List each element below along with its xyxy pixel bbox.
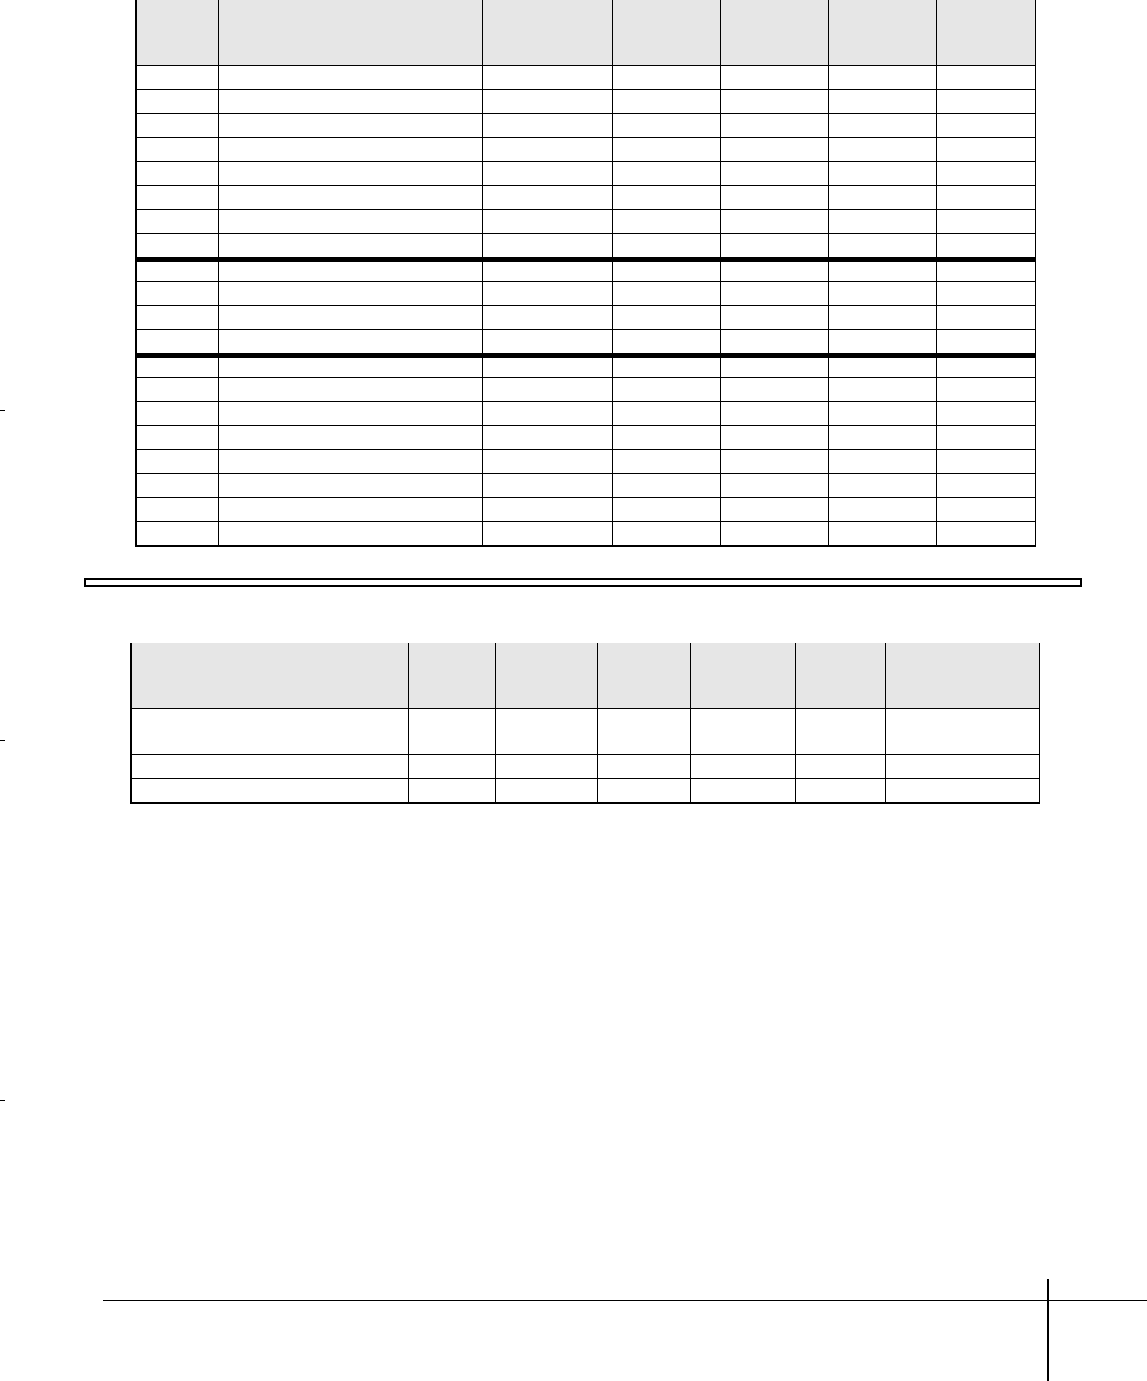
table-cell (218, 186, 482, 210)
table-cell (136, 378, 218, 402)
header-cell (408, 643, 495, 709)
table-cell (612, 402, 720, 426)
table-cell (720, 114, 828, 138)
table-cell (936, 186, 1035, 210)
table-cell (828, 260, 936, 282)
table-cell (218, 260, 482, 282)
table-cell (482, 162, 612, 186)
table-cell (828, 114, 936, 138)
table-cell (936, 522, 1035, 547)
table-cell (131, 779, 408, 804)
table-cell (720, 138, 828, 162)
table-cell (828, 306, 936, 330)
data-table-2 (130, 643, 1040, 804)
table-cell (795, 709, 885, 755)
table-cell (136, 162, 218, 186)
table-cell (720, 522, 828, 547)
table-cell (136, 90, 218, 114)
header-cell (828, 0, 936, 66)
table-header-row (131, 643, 1039, 709)
table-cell (136, 234, 218, 260)
header-cell (218, 0, 482, 66)
table-row (136, 282, 1035, 306)
table-cell (218, 162, 482, 186)
table-cell (828, 330, 936, 356)
header-cell (136, 0, 218, 66)
table-cell (936, 66, 1035, 90)
header-cell (936, 0, 1035, 66)
table-cell (720, 162, 828, 186)
table-cell (136, 210, 218, 234)
header-cell (597, 643, 690, 709)
table-cell (131, 755, 408, 779)
table-cell (218, 90, 482, 114)
table-cell (482, 234, 612, 260)
table-cell (828, 66, 936, 90)
table-cell (136, 330, 218, 356)
table-cell (408, 779, 495, 804)
table-cell (720, 474, 828, 498)
table-cell (720, 330, 828, 356)
table-cell (482, 186, 612, 210)
table-cell (218, 66, 482, 90)
table-cell (136, 498, 218, 522)
header-cell (482, 0, 612, 66)
header-cell (690, 643, 795, 709)
table-cell (936, 306, 1035, 330)
table-cell (612, 330, 720, 356)
header-cell (795, 643, 885, 709)
table-row (136, 260, 1035, 282)
table-cell (612, 378, 720, 402)
data-table-1 (135, 0, 1036, 547)
table-cell (495, 709, 597, 755)
table-cell (218, 330, 482, 356)
table-cell (218, 402, 482, 426)
table-cell (612, 138, 720, 162)
table-cell (408, 755, 495, 779)
table-cell (828, 234, 936, 260)
table-row (136, 138, 1035, 162)
table-cell (136, 402, 218, 426)
table-cell (720, 450, 828, 474)
table-row (136, 450, 1035, 474)
table-cell (828, 186, 936, 210)
table-cell (936, 162, 1035, 186)
table-row (131, 779, 1039, 804)
table-cell (936, 282, 1035, 306)
table-cell (482, 498, 612, 522)
table-row (136, 330, 1035, 356)
table-cell (136, 66, 218, 90)
table-cell (936, 260, 1035, 282)
table-cell (828, 402, 936, 426)
table-cell (495, 779, 597, 804)
table-cell (218, 378, 482, 402)
table-row (136, 210, 1035, 234)
table-row (136, 306, 1035, 330)
table-cell (690, 709, 795, 755)
table-cell (482, 282, 612, 306)
table-cell (795, 779, 885, 804)
table-row (131, 755, 1039, 779)
table-cell (720, 90, 828, 114)
table-cell (482, 378, 612, 402)
table-cell (612, 450, 720, 474)
table-cell (482, 356, 612, 378)
table-cell (828, 282, 936, 306)
table-cell (612, 66, 720, 90)
table-cell (136, 114, 218, 138)
table-cell (936, 138, 1035, 162)
table-cell (720, 282, 828, 306)
table-cell (720, 306, 828, 330)
table-cell (720, 426, 828, 450)
table-cell (612, 234, 720, 260)
table-cell (482, 450, 612, 474)
table-cell (612, 210, 720, 234)
table-cell (408, 709, 495, 755)
table-cell (136, 186, 218, 210)
table-cell (936, 426, 1035, 450)
table-cell (936, 210, 1035, 234)
table-cell (218, 306, 482, 330)
table-row (136, 234, 1035, 260)
table-cell (936, 234, 1035, 260)
table-cell (720, 378, 828, 402)
table-cell (482, 330, 612, 356)
table-cell (612, 260, 720, 282)
table-cell (885, 755, 1039, 779)
table-cell (495, 755, 597, 779)
table-cell (136, 138, 218, 162)
table-cell (720, 260, 828, 282)
footer-vertical-bar (1047, 1279, 1049, 1381)
table-cell (482, 474, 612, 498)
table-row (136, 498, 1035, 522)
table-row (136, 186, 1035, 210)
table-row (136, 162, 1035, 186)
table-cell (612, 162, 720, 186)
table-cell (482, 138, 612, 162)
table-row (136, 474, 1035, 498)
table-cell (136, 474, 218, 498)
table-cell (720, 356, 828, 378)
header-cell (495, 643, 597, 709)
table-cell (597, 709, 690, 755)
table-cell (218, 114, 482, 138)
table-cell (828, 426, 936, 450)
table-cell (482, 114, 612, 138)
table-cell (597, 779, 690, 804)
table-cell (828, 522, 936, 547)
table-row (136, 522, 1035, 547)
table-cell (218, 498, 482, 522)
table-cell (720, 66, 828, 90)
section-divider (84, 578, 1082, 587)
table-cell (482, 66, 612, 90)
table-cell (828, 450, 936, 474)
table-row (136, 114, 1035, 138)
table-cell (828, 210, 936, 234)
table-row (136, 426, 1035, 450)
table-cell (136, 306, 218, 330)
table-cell (936, 378, 1035, 402)
table-cell (482, 260, 612, 282)
table-header-row (136, 0, 1035, 66)
table-cell (720, 210, 828, 234)
table-cell (612, 498, 720, 522)
table-cell (936, 450, 1035, 474)
table-cell (482, 426, 612, 450)
table-cell (218, 210, 482, 234)
table-cell (828, 356, 936, 378)
table-cell (828, 474, 936, 498)
table-cell (828, 138, 936, 162)
table-cell (720, 402, 828, 426)
table-cell (136, 426, 218, 450)
header-cell (720, 0, 828, 66)
table-cell (612, 114, 720, 138)
table-cell (885, 709, 1039, 755)
table-cell (936, 114, 1035, 138)
table-cell (936, 356, 1035, 378)
table-cell (612, 186, 720, 210)
table-cell (936, 474, 1035, 498)
table-cell (612, 90, 720, 114)
table-cell (612, 474, 720, 498)
table-cell (612, 426, 720, 450)
table-cell (612, 282, 720, 306)
header-cell (885, 643, 1039, 709)
table-cell (720, 234, 828, 260)
margin-tick-mark (0, 410, 5, 411)
table-cell (482, 210, 612, 234)
table-row (136, 378, 1035, 402)
table-cell (936, 330, 1035, 356)
table-cell (690, 779, 795, 804)
margin-tick-mark (0, 740, 5, 741)
table-cell (612, 306, 720, 330)
table-cell (131, 709, 408, 755)
table-cell (612, 356, 720, 378)
table-cell (828, 90, 936, 114)
table-cell (885, 779, 1039, 804)
table-cell (597, 755, 690, 779)
table-cell (612, 522, 720, 547)
table-cell (218, 522, 482, 547)
table-cell (136, 450, 218, 474)
table-cell (482, 306, 612, 330)
table-cell (936, 498, 1035, 522)
header-cell (612, 0, 720, 66)
table-cell (482, 522, 612, 547)
table-row (136, 66, 1035, 90)
header-cell (131, 643, 408, 709)
table-cell (136, 260, 218, 282)
table-cell (136, 282, 218, 306)
table-cell (828, 378, 936, 402)
table-cell (482, 402, 612, 426)
table-cell (136, 522, 218, 547)
margin-tick-mark (0, 1100, 5, 1101)
table-cell (936, 402, 1035, 426)
table-cell (136, 356, 218, 378)
table-row (136, 90, 1035, 114)
table-cell (218, 234, 482, 260)
table-cell (720, 498, 828, 522)
table-cell (218, 426, 482, 450)
table-cell (482, 90, 612, 114)
table-row (136, 356, 1035, 378)
table-cell (795, 755, 885, 779)
table-cell (218, 356, 482, 378)
footer-rule (103, 1300, 1147, 1301)
table-cell (218, 138, 482, 162)
table-row (136, 402, 1035, 426)
table-cell (828, 498, 936, 522)
table-cell (720, 186, 828, 210)
table-cell (690, 755, 795, 779)
table-cell (218, 450, 482, 474)
table-cell (828, 162, 936, 186)
table-cell (936, 90, 1035, 114)
table-cell (218, 282, 482, 306)
table-cell (218, 474, 482, 498)
table-row (131, 709, 1039, 755)
